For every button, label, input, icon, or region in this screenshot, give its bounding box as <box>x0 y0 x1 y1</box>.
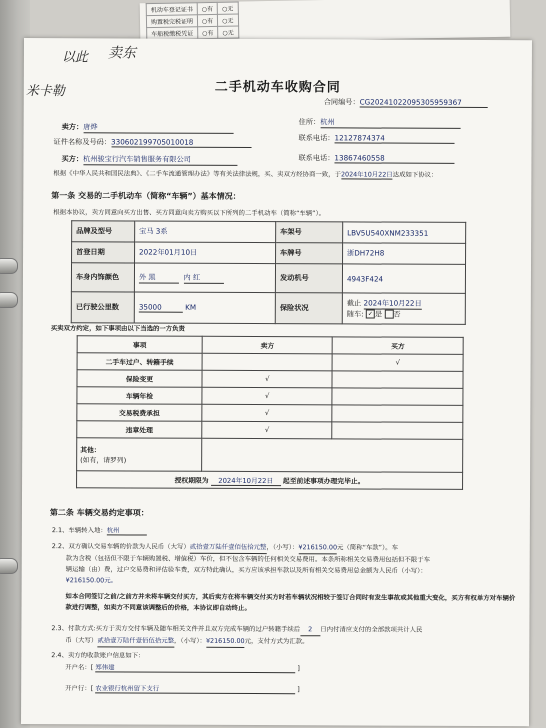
table-row <box>77 438 463 473</box>
mileage-cell: 35000 KM <box>134 292 275 324</box>
back-sheet-row: 购置税完税证明 ○有 ○无 <box>146 14 238 28</box>
account-name-row: 开户名：[ 郑伟建 ] <box>65 663 300 673</box>
back-sheet-row: 车船税缴税凭证 ○有 ○无 <box>147 26 239 40</box>
binder-ring <box>0 558 18 574</box>
table-row: 交易税费承担 √ <box>77 404 463 423</box>
table-row: 保险变更 √ <box>77 370 463 389</box>
responsibility-table <box>76 335 464 490</box>
handwritten-note: 米卡勒 <box>25 84 65 100</box>
clause-2-3: 2.3、付款方式:买方于卖方交付车辆及随车相关文件并且双方完成车辆的过户转籍手续后 2 日内付清应支付的全部款项共计人民 币（大写）贰拾壹万陆仟壹佰伍拾元整，（小写）：¥216150.00元，支付方式为汇款。 <box>51 623 521 649</box>
back-sheet-table <box>146 2 239 41</box>
article-2-title: 第二条 车辆交易约定事项： <box>49 508 149 518</box>
other-cell: 其他： (如有，请罗列) <box>77 438 202 472</box>
table-row: 首登日期 2022年01月10日 车牌号 浙DH72H8 <box>72 242 466 265</box>
handwritten-note: 卖东 <box>107 45 136 62</box>
clause-2-4: 2.4、卖方的收款账户信息如下： <box>51 651 145 660</box>
seller-phone-row: 联系电话：12127874374 <box>299 133 455 144</box>
binder-ring <box>0 292 18 308</box>
handwritten-note: 以此 <box>61 50 88 66</box>
matters-intro: 买卖双方约定，如下事项由以下当选的一方负责 <box>50 324 185 333</box>
table-row: 已行驶公里数 35000 KM 保险状况 截止 2024年10月22日 随车: ✓ 是 否 <box>71 292 465 325</box>
article-1-title: 第一条 交易的二手机动车（简称“车辆”）基本情况： <box>51 191 241 201</box>
article-1-subtitle: 根据本协议，卖方同意向买方出售、买方同意向卖方购买以下所列的二手机动车（简称“车辆”）。 <box>53 208 326 218</box>
bank-row: 开户行：[ 农业银行杭州留下支行 ] <box>65 684 300 694</box>
clause-2-1: 2.1、车辆转入地：杭州 <box>52 525 147 535</box>
table-row <box>77 471 463 490</box>
clause-2-2: 2.2、双方确认交易车辆的价款为人民币（大写）贰拾壹万陆仟壹佰伍拾元整，（小写）：¥216150.00元（简称“车款”）。车 款为含税（包括但不限于车辆购置税、增值税）车价，但不包含车辆的任何相关交易费用。本条所称相关交易费用包括但不限于车 辆运输（由）费，过户交易费和评估验车费，双方特此确认，买方应该承担车款以及所有相关交易费用总金额为人民币（小写）： ¥216150.00元。 <box>51 542 431 585</box>
table-row: 车身内饰颜色 外 黑 内 红 发动机号 4943F424 <box>71 263 465 294</box>
document-title: 二手机动车收购合同 <box>214 79 341 96</box>
table-row: 事项 卖方 买方 <box>77 336 463 355</box>
insurance-cell: 截止 2024年10月22日 随车: ✓ 是 否 <box>342 293 465 325</box>
buyer-row: 买方：杭州骏宝行汽车销售服务有限公司 <box>61 154 237 166</box>
binder-ring <box>0 258 18 274</box>
intro-paragraph: 根据《中华人民共和国民法典》、《二手车流通管理办法》等有关法律法规，买、卖双方经协商一致，于2024年10月22日达成如下协议： <box>53 169 438 179</box>
buyer-phone-row: 联系电话：13867460558 <box>298 153 454 164</box>
no-checkbox <box>384 310 393 319</box>
back-sheet <box>140 0 511 43</box>
contract-number: 合同编号：CG20241022095305959367 <box>324 97 488 108</box>
table-row: 品牌及型号 宝马 3系 车架号 LBV5U540XNM233351 <box>72 221 466 244</box>
table-row: 车辆年检 √ <box>77 387 463 406</box>
id-row: 证件名称及号码：330602199705010018 <box>54 137 252 148</box>
deadline-cell: 授权期限为 2024年10月22日 起至前述事项办理完毕止。 <box>77 471 463 490</box>
table-row: 二手车过户、转籍手续 √ <box>77 353 463 372</box>
address-row: 住所：杭州 <box>299 117 461 129</box>
yes-checkbox: ✓ <box>367 310 373 318</box>
vehicle-info-table <box>71 220 466 325</box>
color-cell: 外 黑 内 红 <box>134 263 275 293</box>
back-sheet-row: 机动车登记证书 ○有 ○无 <box>146 2 238 16</box>
seller-row: 卖方：唐烨 <box>62 122 234 134</box>
table-row: 违章处理 √ <box>77 421 463 440</box>
contract-page <box>21 38 532 726</box>
adjustment-paragraph: 如本合同签订之前/之前方并未将车辆交付买方，其后卖方在将车辆交付买方时若车辆状况相较于签订合同时有发生事故或其他重大变化，买方有权单方对车辆价款进行调整，如卖方不同意该调整后的价格，本协议即自动终止。 <box>65 592 516 612</box>
